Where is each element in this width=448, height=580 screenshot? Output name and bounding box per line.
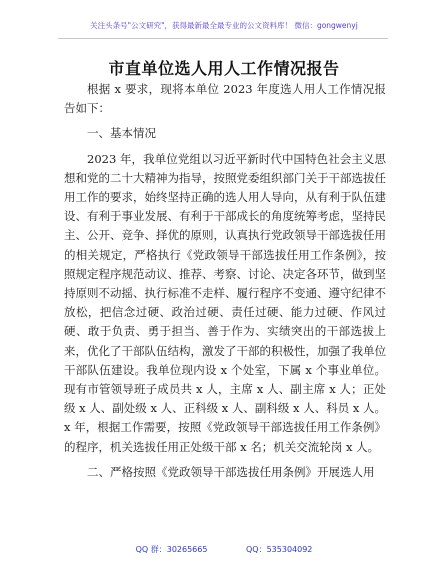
footer-contacts [0,544,448,555]
footer-qq-group: QQ 群：30265665 [135,545,208,554]
intro-paragraph: 根据 x 要求，现将本单位 2023 年度选人用人工作情况报告如下： [64,82,386,116]
document-title: 市直单位选人用人工作情况报告 [108,59,340,78]
header-divider [58,38,388,39]
section-heading-1: 一、基本情况 [87,126,156,141]
section-heading-2: 二、严格按照《党政领导干部选拔任用条例》开展选人用 [87,464,375,479]
footer-qq: QQ：535304092 [246,545,313,554]
section-paragraph-1: 2023 年，我单位党组以习近平新时代中国特色社会主义思想和党的二十大精神为指导，按照党委组织部门关于干部选拔任用工作的要求，始终坚持正确的选人用人导向，从有利于队伍建设、有利于事业发展、有利于干部成长的角度统筹考虑，坚持民主、公开、竞争、择优的原则，认真执行党政领导干部选拔任用的相关规定，严格执行《党政领导干部选拔任用工作条例》，按照规定程序规范动议、推荐、考察、讨论、决定各环节，做到坚持原则不动摇、执行标准不走样、履行程序不变通、遵守纪律不放松，把信念过硬、政治过硬、责任过硬、能力过硬、作风过硬、敢于负责、勇于担当、善于作为、实绩突出的干部选拔上来，优化了干部队伍结构，激发了干部的积极性，加强了我单位干部队伍建设。我单位现内设 x 个处室，下属 x 个事业单位。现有市管领导班子成员共 x 人，主席 x 人、副主席 x 人；正处级 x 人、副处级 x 人、正科级 x 人、副科级 x 人、科员 x 人。x 年，根据工作需要，按照《党政领导干部选拔任用工作条例》的程序，机关选拔任用正处级干部 x 名；机关交流轮岗 x 人。 [64,151,386,454]
header-banner: 关注头条号"公文研究"，获得最新最全最专业的公文资料库！ 微信：gongwenyj [90,21,358,30]
document-body [64,80,386,488]
